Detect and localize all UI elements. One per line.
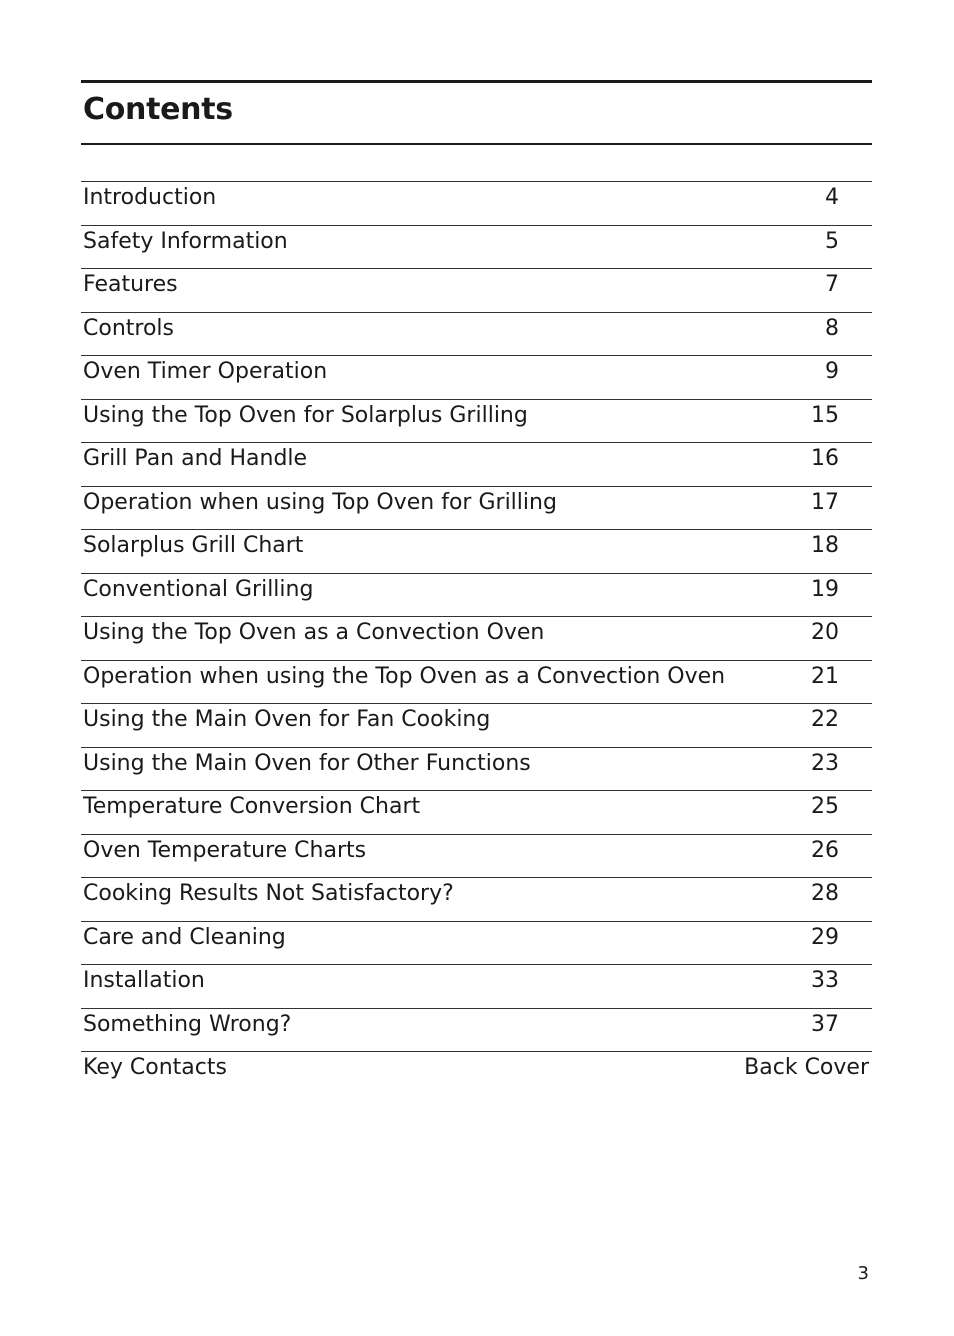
toc-entry-operation-top-oven-convection[interactable] [81,661,872,705]
toc-entry-label: Safety Information [83,228,288,254]
toc-entry-page: 29 [811,924,839,950]
toc-entry-page: 26 [811,837,839,863]
toc-entry-page: 16 [811,446,839,471]
page-number: 3 [857,1263,869,1284]
toc-entry-key-contacts[interactable] [81,1052,872,1096]
table-of-contents [81,181,872,1096]
toc-entry-operation-top-oven-grilling[interactable] [81,487,872,531]
toc-entry-label: Features [83,272,178,297]
toc-entry-label: Using the Main Oven for Fan Cooking [83,707,491,732]
toc-entry-page: 4 [825,185,839,210]
toc-entry-label: Operation when using the Top Oven as a Convection Oven [83,663,726,689]
toc-entry-page: 20 [811,620,839,645]
toc-entry-conventional-grilling[interactable] [81,574,872,618]
toc-entry-label: Conventional Grilling [83,576,314,602]
title-rule [81,143,872,145]
toc-entry-label: Solarplus Grill Chart [83,533,304,558]
toc-entry-care-and-cleaning[interactable] [81,922,872,966]
toc-entry-page: 37 [811,1011,839,1037]
toc-entry-page: 5 [825,228,839,254]
toc-entry-label: Using the Main Oven for Other Functions [83,750,531,776]
page-title: Contents [83,92,233,127]
toc-entry-page: 15 [811,402,839,428]
toc-entry-page: 28 [811,881,839,906]
toc-entry-solarplus-grill-chart[interactable] [81,530,872,574]
toc-entry-label: Key Contacts [83,1055,227,1080]
toc-entry-label: Grill Pan and Handle [83,446,308,471]
toc-entry-page: 18 [811,533,839,558]
toc-entry-label: Oven Timer Operation [83,359,328,384]
toc-entry-page: 17 [811,489,839,515]
toc-entry-grill-pan-and-handle[interactable] [81,443,872,487]
toc-entry-page: Back Cover [744,1055,869,1080]
toc-entry-label: Temperature Conversion Chart [83,794,421,819]
toc-entry-top-oven-convection[interactable] [81,617,872,661]
toc-entry-oven-temperature-charts[interactable] [81,835,872,879]
toc-entry-label: Using the Top Oven for Solarplus Grilling [83,402,528,428]
toc-entry-top-oven-solarplus-grilling[interactable] [81,400,872,444]
toc-entry-introduction[interactable] [81,182,872,226]
toc-entry-page: 25 [811,794,839,819]
toc-entry-label: Something Wrong? [83,1011,292,1037]
toc-entry-main-oven-other-functions[interactable] [81,748,872,792]
toc-entry-features[interactable] [81,269,872,313]
toc-entry-page: 19 [811,576,839,602]
top-rule [81,80,872,83]
toc-entry-label: Oven Temperature Charts [83,837,367,863]
toc-entry-page: 22 [811,707,839,732]
toc-entry-label: Operation when using Top Oven for Grilling [83,489,557,515]
toc-entry-page: 9 [825,359,839,384]
toc-entry-something-wrong[interactable] [81,1009,872,1053]
toc-entry-label: Controls [83,315,174,341]
toc-entry-page: 23 [811,750,839,776]
toc-entry-label: Cooking Results Not Satisfactory? [83,881,454,906]
toc-entry-installation[interactable] [81,965,872,1009]
toc-entry-page: 8 [825,315,839,341]
toc-entry-label: Introduction [83,185,217,210]
toc-entry-controls[interactable] [81,313,872,357]
toc-entry-oven-timer-operation[interactable] [81,356,872,400]
toc-entry-page: 21 [811,663,839,689]
toc-entry-label: Installation [83,968,205,993]
toc-entry-cooking-results[interactable] [81,878,872,922]
toc-entry-label: Using the Top Oven as a Convection Oven [83,620,545,645]
toc-entry-page: 7 [825,272,839,297]
toc-entry-label: Care and Cleaning [83,924,286,950]
toc-entry-safety-information[interactable] [81,226,872,270]
toc-entry-temperature-conversion-chart[interactable] [81,791,872,835]
toc-entry-page: 33 [811,968,839,993]
toc-entry-main-oven-fan-cooking[interactable] [81,704,872,748]
